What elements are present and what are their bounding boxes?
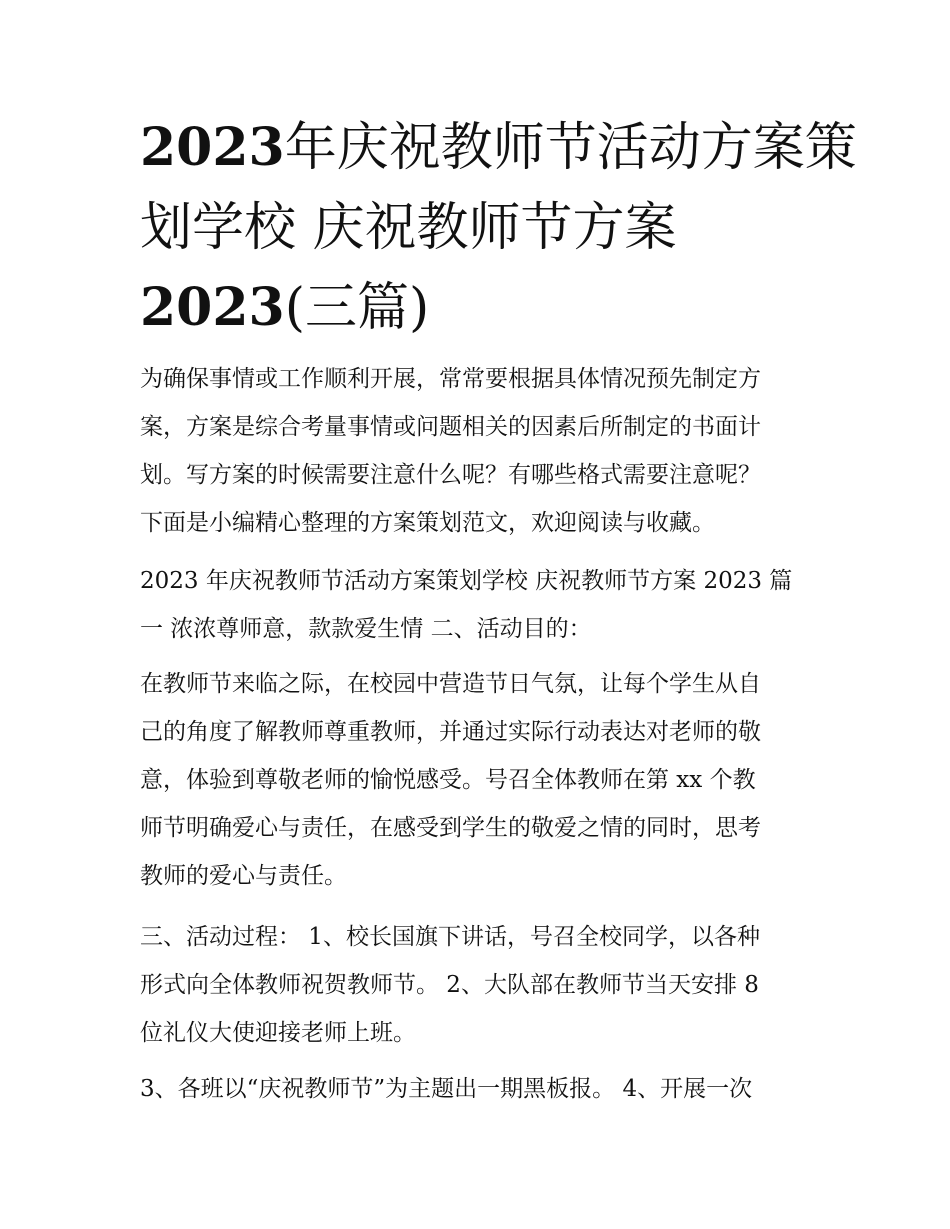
title-line: 2023(三篇) bbox=[140, 277, 430, 338]
text-line: 2023 年庆祝教师节活动方案策划学校 庆祝教师节方案 2023 篇 bbox=[140, 568, 793, 594]
text-line: 下面是小编精心整理的方案策划范文，欢迎阅读与收藏。 bbox=[140, 510, 715, 536]
text-line: 形式向全体教师祝贺教师节。 2、大队部在教师节当天安排 8 bbox=[140, 972, 759, 998]
document-title bbox=[140, 108, 857, 348]
section-heading-paragraph bbox=[140, 557, 830, 653]
text-line: 三、活动过程： 1、校长国旗下讲话，号召全校同学，以各种 bbox=[140, 924, 760, 950]
text-line: 己的角度了解教师尊重教师，并通过实际行动表达对老师的敬 bbox=[140, 719, 761, 745]
text-line: 一 浓浓尊师意，款款爱生情 二、活动目的： bbox=[140, 616, 592, 642]
title-line: 划学校 庆祝教师节方案 bbox=[140, 198, 677, 258]
text-line: 划。写方案的时候需要注意什么呢？有哪些格式需要注意呢？ bbox=[140, 462, 761, 488]
text-line: 3、各班以“庆祝教师节”为主题出一期黑板报。 4、开展一次 bbox=[140, 1076, 753, 1102]
activity-process-paragraph bbox=[140, 913, 830, 1057]
title-line: 2023年庆祝教师节活动方案策 bbox=[140, 117, 857, 178]
intro-paragraph bbox=[140, 355, 830, 547]
activity-items-paragraph bbox=[140, 1065, 830, 1113]
activity-purpose-paragraph bbox=[140, 660, 830, 900]
text-line: 教师的爱心与责任。 bbox=[140, 863, 347, 889]
text-line: 案，方案是综合考量事情或问题相关的因素后所制定的书面计 bbox=[140, 414, 761, 440]
text-line: 师节明确爱心与责任，在感受到学生的敬爱之情的同时，思考 bbox=[140, 815, 761, 841]
text-line: 位礼仪大使迎接老师上班。 bbox=[140, 1020, 416, 1046]
text-line: 为确保事情或工作顺利开展，常常要根据具体情况预先制定方 bbox=[140, 366, 761, 392]
text-line: 在教师节来临之际，在校园中营造节日气氛，让每个学生从自 bbox=[140, 671, 761, 697]
text-line: 意，体验到尊敬老师的愉悦感受。号召全体教师在第 xx 个教 bbox=[140, 767, 756, 793]
